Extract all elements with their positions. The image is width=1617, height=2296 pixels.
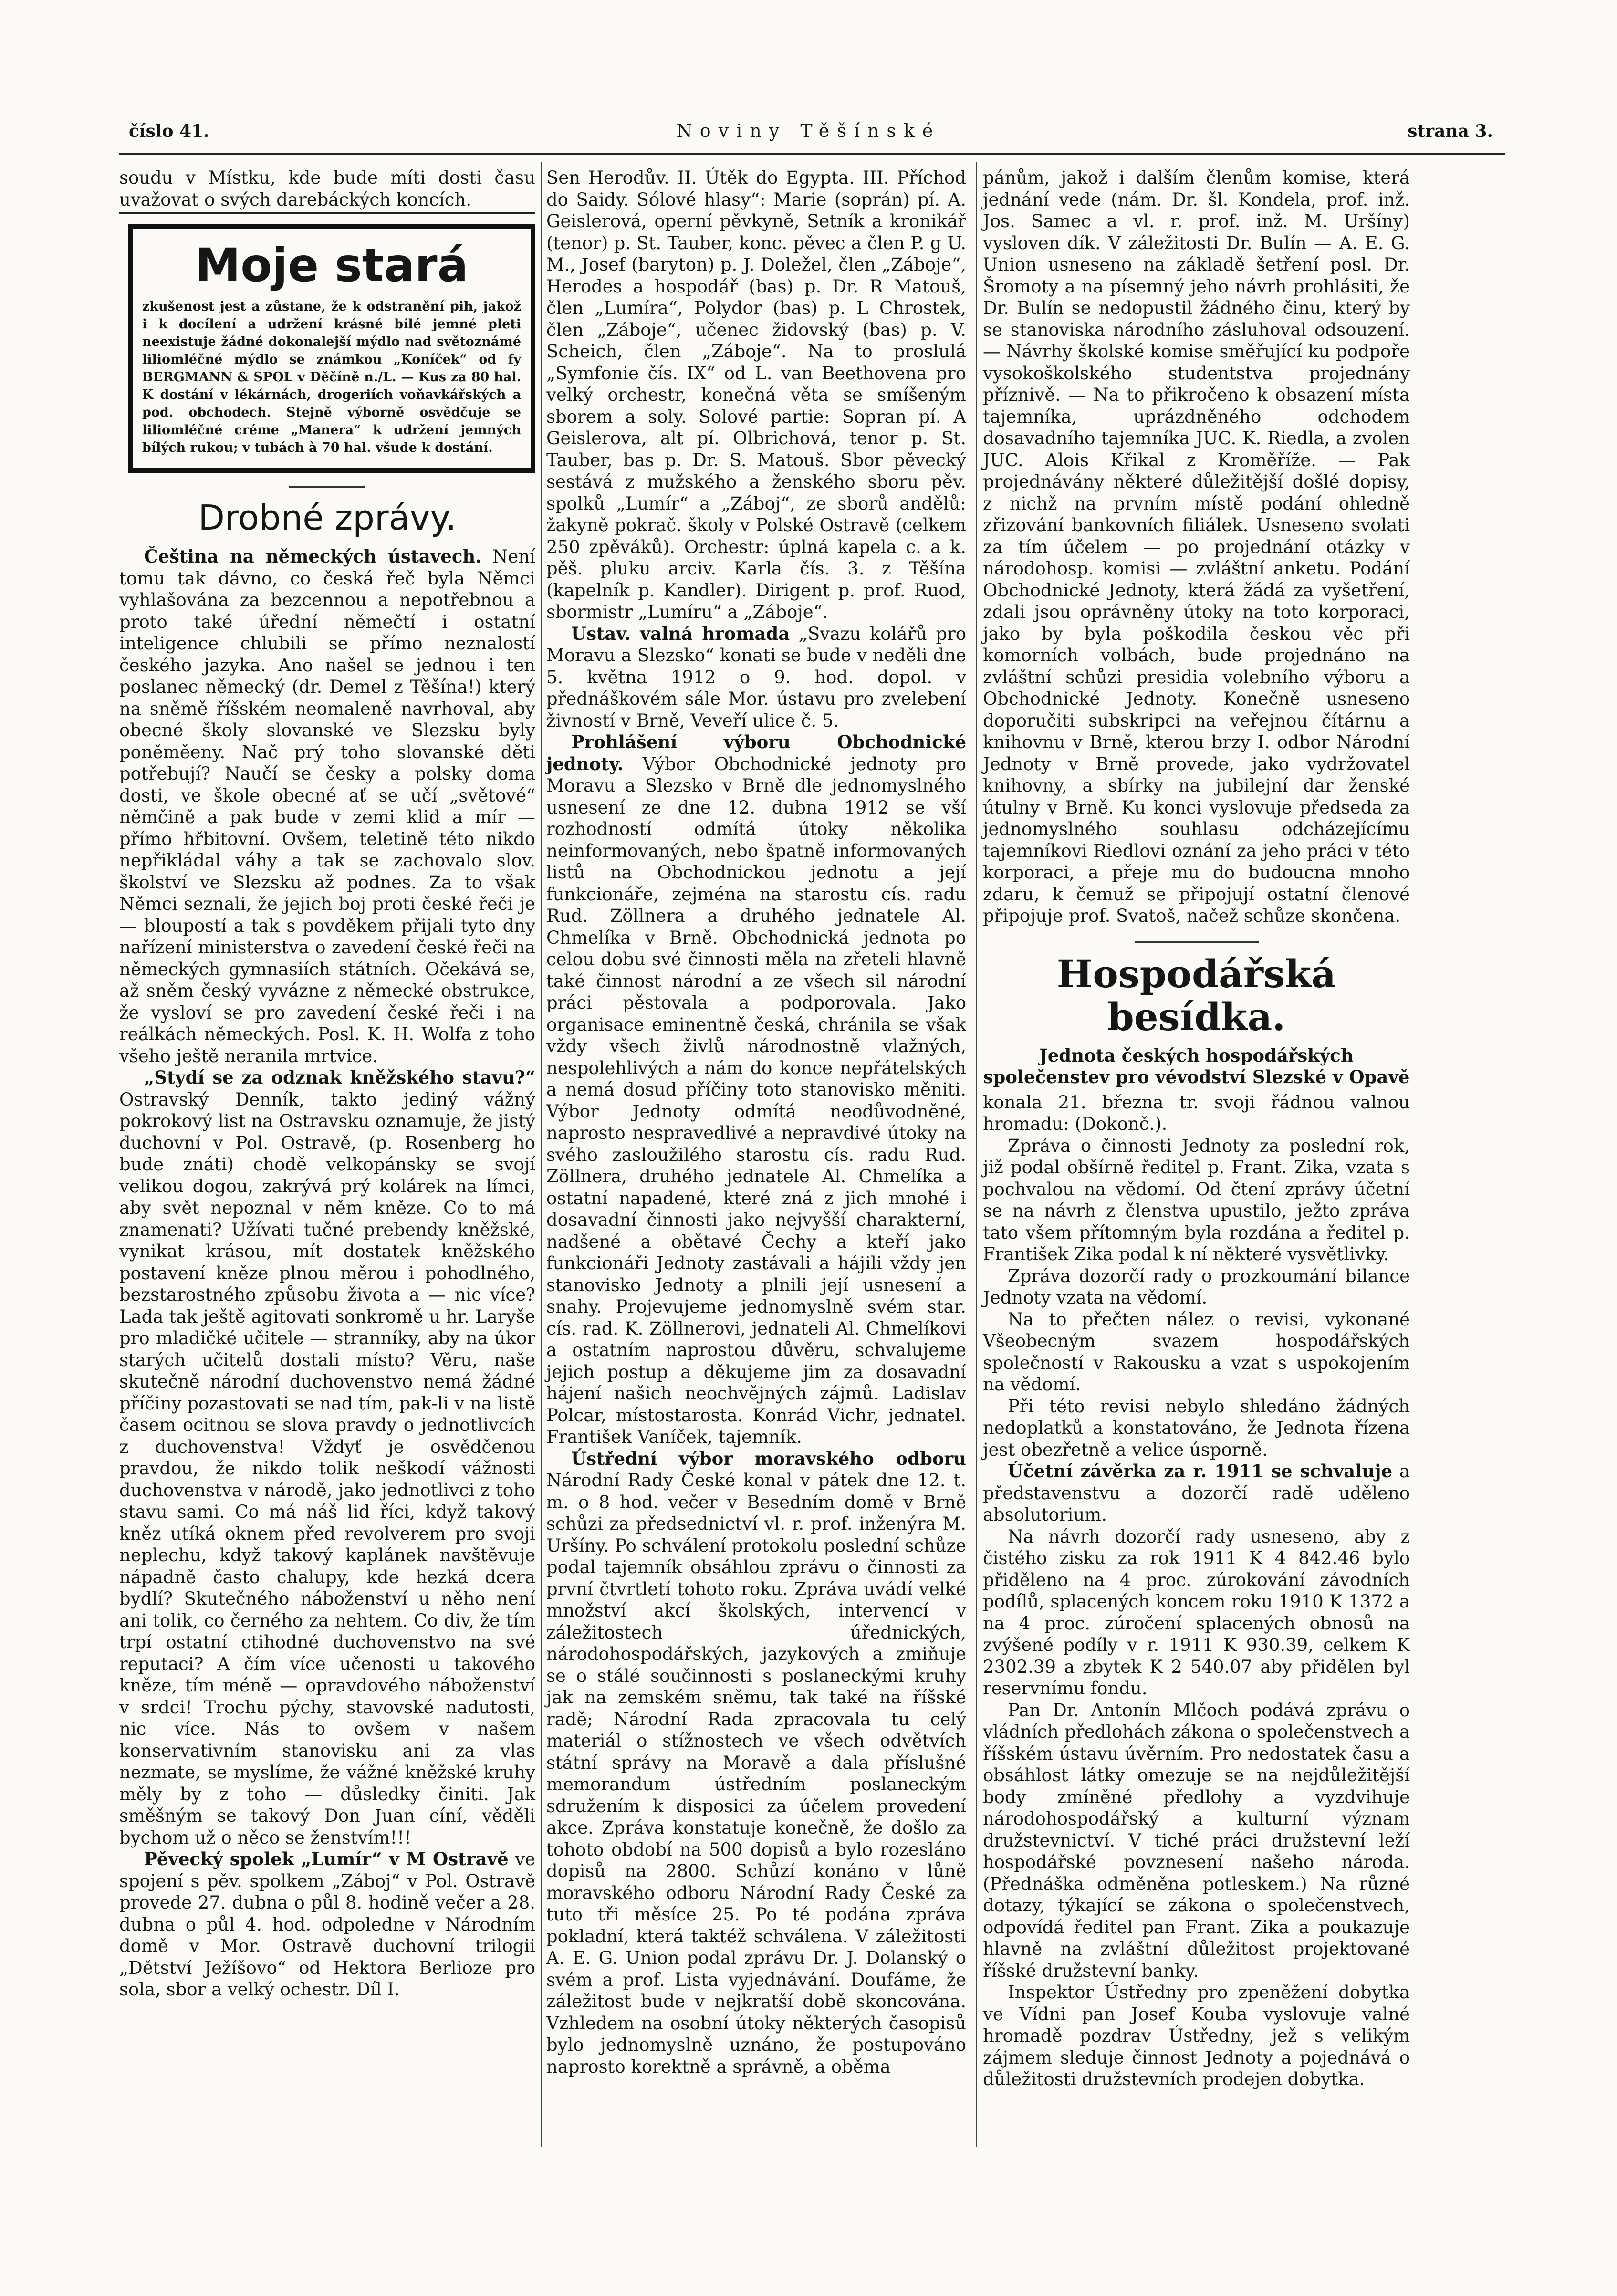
news-item xyxy=(983,1526,1410,1700)
news-item-headline: Čeština na německých ústavech. xyxy=(144,546,482,567)
page-number: strana 3. xyxy=(1408,121,1493,141)
news-item xyxy=(119,546,535,1067)
separator xyxy=(1135,941,1259,943)
column-2 xyxy=(546,167,966,2077)
news-item xyxy=(546,731,966,1448)
news-item-headline: Prohlášení výboru Obchodnické jednoty. xyxy=(546,731,966,774)
column-3 xyxy=(983,167,1410,2090)
news-item-text: Sen Herodův. II. Útěk do Egypta. III. Příchod do Saidy. Sólové hlasy“: Marie (soprán) pí. A. Geislerová, operní pěvkyně, Setník a kronikář (tenor) p. St. Tauber, konc. pěvec a člen P. g U. M., Josef (baryton) p. J. Doležel, člen „Záboje“, Herodes a hospodář (bas) p. Dr. R Matouš, člen „Lumíra“, Polydor (bas) p. L Chrostek, člen „Záboje“, učenec židovský (bas) p. V. Scheich, člen „Záboje“. Na to proslulá „Symfonie čís. IX“ od L. van Beethovena pro velký orchestr, konečná věta se smíšeným sborem a soly. Solové partie: Sopran pí. A Geislerova, alt pí. Olbrichová, tenor p. St. Tauber, bas p. Dr. S. Matouš. Sbor pěvecký sestává z mužského a ženského sboru pěv. spolků „Lumír“ a „Záboj“, ze sborů andělů: žakyně pokrač. školy v Polské Ostravě (celkem 250 zpěváků). Orchestr: úplná kapela c. a k. pěš. pluku arciv. Karla čís. 3. z Těšína (kapelník p. Kandler). Dirigent p. prof. Ruod, sbormistr „Lumíru“ a „Záboje“. xyxy=(546,167,966,622)
section-title-drobne-zpravy: Drobné zprávy. xyxy=(198,498,457,538)
news-item-text: Národní Rady České konal v pátek dne 12. t. m. o 8 hod. večer v Besedním domě v Brně schůzi za předsednictví vl. r. prof. inženýra M. Uršíny. Po schválení protokolu poslední schůze podal tajemník obsáhlou zprávu o činnosti za první čtvrtletí tohoto roku. Zpráva uvádí velké množství akcí školských, intervencí v záležitostech úřednických, národohospodářských, jazykových a zmiňuje se o stálé součinnosti s poslaneckými kruhy jak na zemském sněmu, tak také na říšské radě; Národní Rada zpracovala tu celý materiál o stížnostech ve všech odvětvích státní správy na Moravě a dala příslušné memorandum ústředním poslaneckým sdružením k disposici za účelem provedení akce. Zpráva konstatuje konečně, že došlo za tohoto období na 500 dopisů a bylo rozesláno dopisů na 2800. Schůzí konáno v lůně moravského odboru Národní Rady České za tuto tři měsíce 25. Po té podána zpráva pokladní, která taktéž schválena. V záležitosti A. E. G. Union podal zprávu Dr. J. Dolanský o svém a prof. Lista vyjednávání. Doufáme, že záležitost bude v nejkratší době skoncována. Vzhledem na osobní útoky některých časopisů bylo jednomyslně uznáno, že postupováno naprosto korektně a správně, a oběma xyxy=(546,1470,966,2077)
news-item xyxy=(983,1982,1410,2090)
news-item-text: Při této revisi nebylo shledáno žádných nedoplatků a konstatováno, že Jednota řízena jest obezřetně a velice úsporně. xyxy=(983,1396,1410,1460)
news-item-headline: Účetní závěrka za r. 1911 se schvaluje xyxy=(1008,1461,1393,1482)
header-rule xyxy=(119,153,1505,155)
news-item-headline: Ustav. valná hromada xyxy=(571,623,790,644)
column-divider-2 xyxy=(976,162,977,2147)
news-item xyxy=(983,1396,1410,1461)
news-item-text: konala 21. března tr. svoji řádnou valnou hromadu: (Dokonč.). xyxy=(983,1092,1410,1134)
advertisement-text: zkušenost jest a zůstane, že k odstranění pih, jakož i k docílení a udržení krásné bílé jemné pleti neexistuje žádné dokonalejší mýdlo nad světoznámé liliomléčné mýdlo se známkou „Koníček“ od fy BERGMANN & SPOL v Děčíně n./L. — Kus za 80 hal. K dostání v lékárnách, drogeriích voňavkářských a pod. obchodech. Stejně výborně osvědčuje se liliomléčné créme „Manera“ k udržení jemných bílých rukou; v tubách à 70 hal. všude k dostání. xyxy=(142,299,521,455)
column-1 xyxy=(119,167,535,2001)
news-item xyxy=(983,1092,1410,1135)
news-item-text: a představenstvu a dozorčí radě uděleno absolutorium. xyxy=(983,1461,1410,1525)
article-continuation: soudu v Místku, kde bude míti dosti času uvažovat o svých darebáckých koncích. xyxy=(119,167,535,214)
news-item-text: „Svazu kolářů pro Moravu a Slezsko“ konati se bude v neděli dne 5. května 1912 o 9. hod. dopol. v přednáškovém sále Mor. ústavu pro zvelebení živností v Brně, Veveří ulice č. 5. xyxy=(546,623,966,731)
news-item-text: Zpráva dozorčí rady o prozkoumání bilance Jednoty vzata na vědomí. xyxy=(983,1265,1410,1308)
news-item xyxy=(119,1848,535,2001)
advertisement-box xyxy=(128,224,535,473)
news-item-text: Není tomu tak dávno, co česká řeč byla Němci vyhlašována za bezcennou a nepotřebnou a proto také úřední němečtí i ostatní inteligence chlubili se přímo neznalostí českého jazyka. Ano našel se jednou i ten poslanec německý (dr. Demel z Těšína!) který na sněmě říšském neomaleně navrhoval, aby obecné školy slovanské ve Slezsku byly poněměeny. Nač prý toho slovanské děti potřebují? Naučí se česky a polsky doma dosti, ve škole obecné ať se učí „světové“ němčině a pak bude v zemi klid a mír — přímo hřbitovní. Ovšem, teletině této nikdo nepřikládal váhy a tak se zachovalo slov. školství ve Slezsku až podnes. Za to však Němci seznali, že jejich boj proti české řeči je — bloupostí a tak s povděkem přijali tyto dny nařízení ministerstva o zavedení české řeči na německých gymnasiích státních. Očekává se, až sněm český vyvázne z německé obstrukce, že vysloví se pro zavedení české řeči i na reálkách německých. Posl. K. H. Wolfa z toho všeho ještě neranila mrtvice. xyxy=(119,546,535,1066)
news-item-text: ve spojení s pěv. spolkem „Záboj“ v Pol. Ostravě provede 27. dubna o půl 8. hodině večer a 28. dubna o půl 4. hod. odpoledne v Národním domě v Mor. Ostravě duchovní trilogii „Dětství Ježíšovo“ od Hektora Berlioze pro sola, sbor a velký ochestr. Díl I. xyxy=(119,1849,535,2000)
news-item-text: Pan Dr. Antonín Mlčoch podává zprávu o vládních předlohách zákona o společenstvech a říšském ústavu úvěrním. Pro nedostatek času a obsáhlost látky omezuje se na nejdůležitější body zmíněné předlohy a vyzdvihuje národohospodářský a kulturní význam družstevnictví. V tiché práci družstevní leží hospodářské povznesení našeho národa. (Přednáška odměněna potleskem.) Na různé dotazy, týkající se zákona o společenstvech, odpovídá ředitel pan Frant. Zika a poukazuje hlavně na zvláštní důležitost projektované říšské družstevní banky. xyxy=(983,1700,1410,1981)
column-divider-1 xyxy=(541,162,542,2147)
news-item xyxy=(546,623,966,732)
news-item-text: Na to přečten nález o revisi, vykonané Všeobecným svazem hospodářských společností v Rakousku a vzat s uspokojením na vědomí. xyxy=(983,1309,1410,1395)
news-item-text: Na návrh dozorčí rady usneseno, aby z čistého zisku za rok 1911 K 4 842.46 bylo přiděleno na 4 proc. zúrokování závodních podílů, splacených koncem roku 1910 K 1372 a na 4 proc. zúročení splacených obnosů na zvýšené podíly v r. 1911 K 930.39, celkem K 2302.39 a zbytek K 2 540.07 aby přidělen byl reservnímu fondu. xyxy=(983,1526,1410,1699)
news-item xyxy=(983,1461,1410,1526)
masthead: Noviny Těšínské xyxy=(676,120,941,141)
news-item-text: Ostravský Denník, takto jediný vážný pokrokový list na Ostravsku oznamuje, že jistý duchovní v Pol. Ostravě, (p. Rosenberg ho bude znáti) chodě velkopánsky se svojí velikou dogou, zakrývá prý kolárek na límci, aby svět nepoznal v něm kněze. Co to má znamenati? Užívati tučné prebendy kněžské, vynikat krásou, mít dostatek kněžského postavení kněze plnou měrou i pohodlného, bezstarostného způsobu života a — nic více? Lada tak ještě agitovati sonkromě u hr. Laryše pro mladičké učitele — stranníky, aby na úkor starých učitelů dostali místo? Věru, naše skutečně národní duchovenstvo nemá žádné příčiny pozastovati se nad tím, pak-li v na listě časem ocitnou se slova pravdy o jednotlivcích z duchovenstva! Vždyť je osvědčenou pravdou, že nikdo tolik neškodí vážnosti duchovenstva v národě, jako jednotlivci z toho stavu sami. Co má náš lid říci, když takový kněz utíká oknem před revolverem pro svoji neplechu, když takový kaplánek navštěvuje nápadně často chalupy, kde hezká dcera bydlí? Skutečného náboženství u něho není ani tolik, co černého za nehtem. Co div, že tím trpí ostatní ctihodné duchovenstvo na své reputaci? A čím více učenosti u takového kněze, tím méně — opravdového náboženství v srdci! Trochu pýchy, stavovské nadutosti, nic více. Nás to ovšem v našem konservativním stanovisku ani za vlas nezmate, se myslíme, že vážné kněžské kruhy měly by z toho — důsledky činiti. Jak směšným se takový Don Juan cíní, věděli bychom už o něco se ženstvím!!! xyxy=(119,1089,535,1848)
news-item xyxy=(983,1265,1410,1309)
news-item-headline: Pěvecký spolek „Lumír“ v M Ostravě xyxy=(144,1848,509,1869)
news-item-text: Výbor Obchodnické jednoty pro Moravu a Slezsko v Brně dle jednomyslného usnesení ze dne 12. dubna 1912 se vší rozhodností odmítá útoky několika neinformovaných, nebo špatně informovaných listů na Obchodnickou jednotu a její funkcionáře, zejména na starostu cís. radu Rud. Zöllnera a druhého jednatele Al. Chmelíka v Brně. Obchodnická jednota po celou dobu své činnosti měla na zřeteli hlavně také činnost národní a ze všech sil národní práci pěstovala a podporovala. Jako organisace eminentně česká, chránila se však vždy všech živlů národnostně vlažných, nespolehlivých a nám do konce nepřátelských a nemá dosud příčiny toto stanovisko měniti. Výbor Jednoty odmítá neodůvodněné, naprosto nespravedlivé a nepravdivé útoky na svého zasloužilého starostu cís. radu Rud. Zöllnera, druhého jednatele Al. Chmelíka a ostatní napadené, které zná z jich mnohé i dosavadní činnosti jako nejvyšší charakterní, nadšené a obětavé Čechy a kteří jako funkcionáři Jednoty zastávali a hájili vždy jen stanovisko Jednoty a plnili její usnesení a snahy. Projevujeme jednomyslně svém star. cís. rad. K. Zöllnerovi, jednateli Al. Chmelíkovi a ostatním naprostou důvěru, schvalujeme jejich postup a děkujeme jim za dosavadní hájení našich neochvějných zájmů. Ladislav Polcar, místostarosta. Konrád Vichr, jednatel. František Vaníček, tajemník. xyxy=(546,753,966,1447)
advertisement-body xyxy=(142,298,521,457)
news-item-text: Zpráva o činnosti Jednoty za poslední rok, již podal obšírně ředitel p. Frant. Zika, vzata s pochvalou na vědomí. Od čtení zprávy účetní se na návrh z členstva upustilo, ježto zpráva tato všem přítomným byla rozdána a ředitel p. František Zika podal k ní některé vysvětlivky. xyxy=(983,1135,1410,1264)
news-item-text: pánům, jakož i dalším členům komise, která jednání vede (nám. Dr. šl. Kondela, prof. inž. Jos. Samec a vl. r. prof. inž. M. Uršíny) vysloven dík. V záležitosti Dr. Bulín — A. E. G. Union usneseno na základě šetření posl. Dr. Šromoty a na písemný jeho návrh prohlásiti, že Dr. Bulín se nedopustil žádného činu, který by se stanoviska národního zásluhoval odsouzení. — Návrhy školské komise směřující ku podpoře vysokoškolského studentstva projednány příznivě. — Na to přikročeno k obsazení místa tajemníka, uprázdněného odchodem dosavadního tajemníka JUC. K. Riedla, a zvolen JUC. Alois Křikal z Kroměříže. — Pak projednávány některé důležitější došlé dopisy, z nichž na prvním místě podání ohledně zřizování bankovních filiálek. Usneseno svolati za tím účelem — po projednání otázky v národohosp. komisi — zvláštní anketu. Podání Obchodnické Jednoty, která žádá za vyšetření, zdali jsou oprávněny útoky na toto korporaci, jako by byla poškodila českou věc při komorních volbách, bude projednáno na zvláštní schůzi presidia volebního výboru a Obchodnické Jednoty. Konečně usneseno doporučiti subskripci na veřejnou čítárnu a knihovnu v Brně, kterou brzy I. odbor Národní Jednoty v Brně provede, jako vydržovatel knihovny, a sbírky na jubilejní dar ženské útulny v Brně. Ku konci vyslovuje předseda za jednomyslného souhlasu odcházejícímu tajemníkovi Riedlovi oznání za jeho práci v této korporaci, a přeje mu do budoucna mnoho zdaru, k čemuž se připojují ostatní členové připojuje prof. Svatoš, načež schůze skončena. xyxy=(983,167,1410,926)
news-item xyxy=(983,1309,1410,1396)
issue-number: číslo 41. xyxy=(129,121,209,141)
news-item xyxy=(983,167,1410,927)
news-item xyxy=(983,1135,1410,1265)
separator xyxy=(289,486,365,488)
news-item-headline: „Stydí se za odznak kněžského stavu?“ xyxy=(144,1067,535,1088)
article-subheading: Jednota českých hospodářských společenstev pro vévodství Slezské v Opavě xyxy=(983,1044,1410,1087)
news-item-text: Inspektor Ústředny pro zpeněžení dobytka ve Vídni pan Josef Kouba vyslovuje valné hromadě pozdrav Ústředny, jež s velikým zájmem sleduje činnost Jednoty a pojednává o důležitosti družstevních prodejen dobytka. xyxy=(983,1982,1410,2089)
news-item xyxy=(546,1448,966,2078)
news-item xyxy=(546,167,966,623)
news-item xyxy=(119,1067,535,1848)
section-title-hospodarska-besidka: Hospodářská besídka. xyxy=(1056,951,1336,1039)
page-header xyxy=(129,120,1493,147)
news-item xyxy=(983,1700,1410,1982)
advertisement-title: Moje stará xyxy=(195,239,469,292)
news-item-headline: Ústřední výbor moravského odboru xyxy=(571,1448,966,1469)
